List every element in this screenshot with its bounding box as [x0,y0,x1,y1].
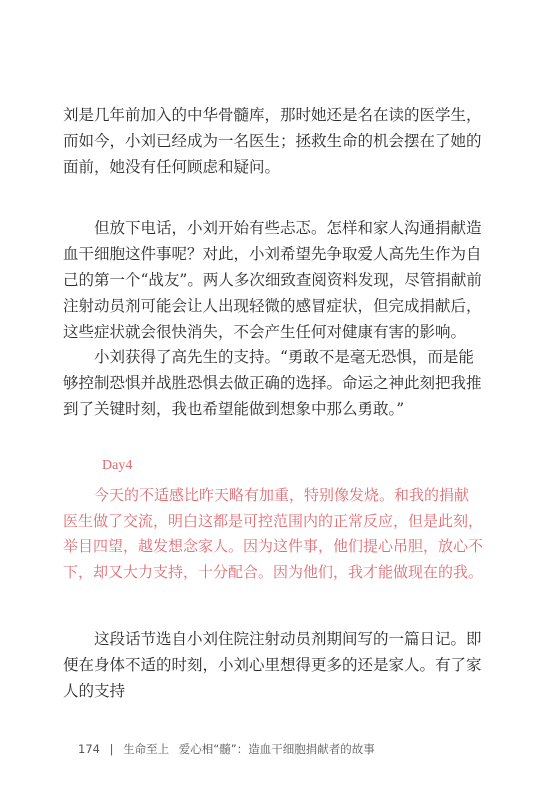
chapter-title: 爱心相“髓”：造血干细胞捐献者的故事 [178,742,375,756]
paragraph-4: 这段话节选自小刘住院注射动员剂期间写的一篇日记。即便在身体不适的时刻，小刘心里想得更多的还是家人。有了家人的支持 [63,630,482,700]
diary-entry: 今天的不适感比昨天略有加重，特别像发烧。和我的捐献医生做了交流，明白这都是可控范围内的正常反应，但是此刻，举目四望，越发想念家人。因为这件事，他们提心吊胆，放心不下，却又大力支持，十分配合。因为他们，我才能做现在的我。 [63,486,484,581]
paragraph-2: 但放下电话，小刘开始有些忐忑。怎样和家人沟通捐献造血干细胞这件事呢？对此，小刘希望先争取爱人高先生作为自己的第一个“战友”。两人多次细致查阅资料发现，尽管捐献前注射动员剂可能会让人出现轻微的感冒症状，但完成捐献后，这些症状就会很快消失，不会产生任何对健康有害的影响。 [63,219,482,341]
page-footer [78,741,381,757]
page-number: 174 [78,742,100,756]
diary-day-label: Day4 [102,458,133,473]
paragraph-1: 刘是几年前加入的中华骨髓库，那时她还是名在读的医学生，而如今，小刘已经成为一名医生；拯救生命的机会摆在了她的面前，她没有任何顾虑和疑问。 [63,106,482,176]
book-title: 生命至上 [123,742,170,756]
footer-separator: | [109,742,114,756]
paragraph-3: 小刘获得了高先生的支持。“勇敢不是毫无恐惧，而是能够控制恐惧并战胜恐惧去做正确的选择。命运之神此刻把我推到了关键时刻，我也希望能做到想象中那么勇敢。” [63,348,482,418]
